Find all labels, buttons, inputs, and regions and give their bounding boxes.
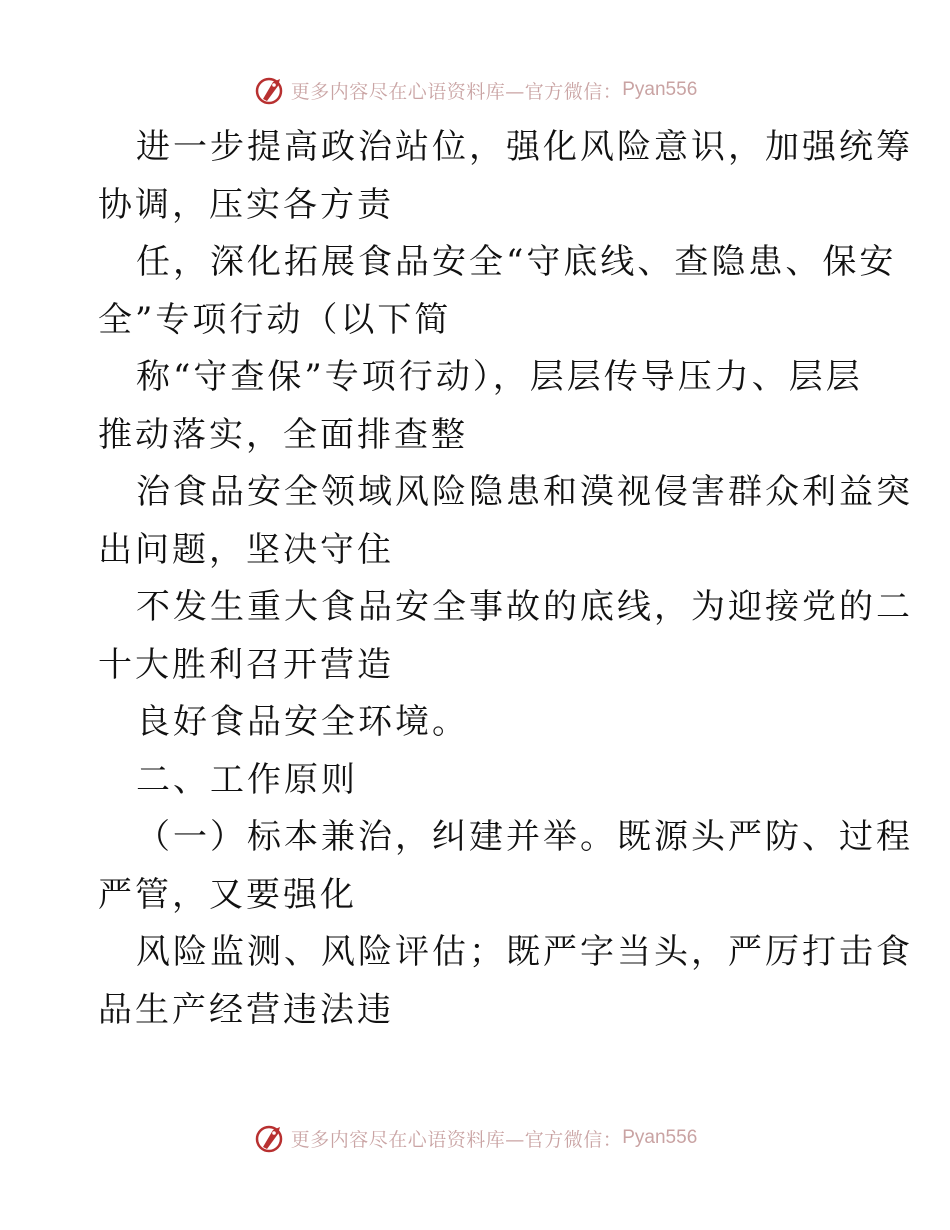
body-line: 进一步提高政治站位，强化风险意识，加强统筹 [136, 127, 913, 167]
body-line: （一）标本兼治，纠建并举。既源头严防、过程 [136, 817, 913, 857]
footer-banner-text: 更多内容尽在心语资料库—官方微信： [290, 1128, 623, 1151]
body-line: 推动落实，全面排查整 [98, 414, 468, 455]
body-line: 不发生重大食品安全事故的底线，为迎接党的二 [136, 587, 913, 627]
body-line: 二、工作原则 [136, 759, 358, 800]
body-line: 出问题，坚决守住 [98, 529, 394, 570]
pen-nib-circle-icon [253, 73, 287, 107]
body-line: 十大胜利召开营造 [98, 644, 394, 685]
body-line: 良好食品安全环境。 [136, 702, 469, 742]
body-line: 称“守查保”专项行动），层层传导压力、层层 [136, 357, 863, 397]
footer-banner [0, 1118, 950, 1158]
document-body [98, 119, 913, 1039]
body-line: 任，深化拓展食品安全“守底线、查隐患、保安 [136, 242, 897, 282]
header-banner-text: 更多内容尽在心语资料库—官方微信： [290, 80, 623, 103]
body-line: 全”专项行动（以下简 [98, 299, 452, 340]
body-line: 品生产经营违法违 [98, 989, 394, 1030]
header-wechat-id: Pyan556 [622, 79, 698, 100]
body-line: 严管，又要强化 [98, 874, 357, 915]
header-banner [0, 70, 950, 110]
body-line: 治食品安全领域风险隐患和漠视侵害群众利益突 [136, 472, 913, 512]
body-line: 协调，压实各方责 [98, 184, 394, 225]
pen-nib-circle-icon [253, 1121, 287, 1155]
body-line: 风险监测、风险评估；既严字当头，严厉打击食 [136, 932, 913, 972]
footer-wechat-id: Pyan556 [622, 1127, 698, 1148]
